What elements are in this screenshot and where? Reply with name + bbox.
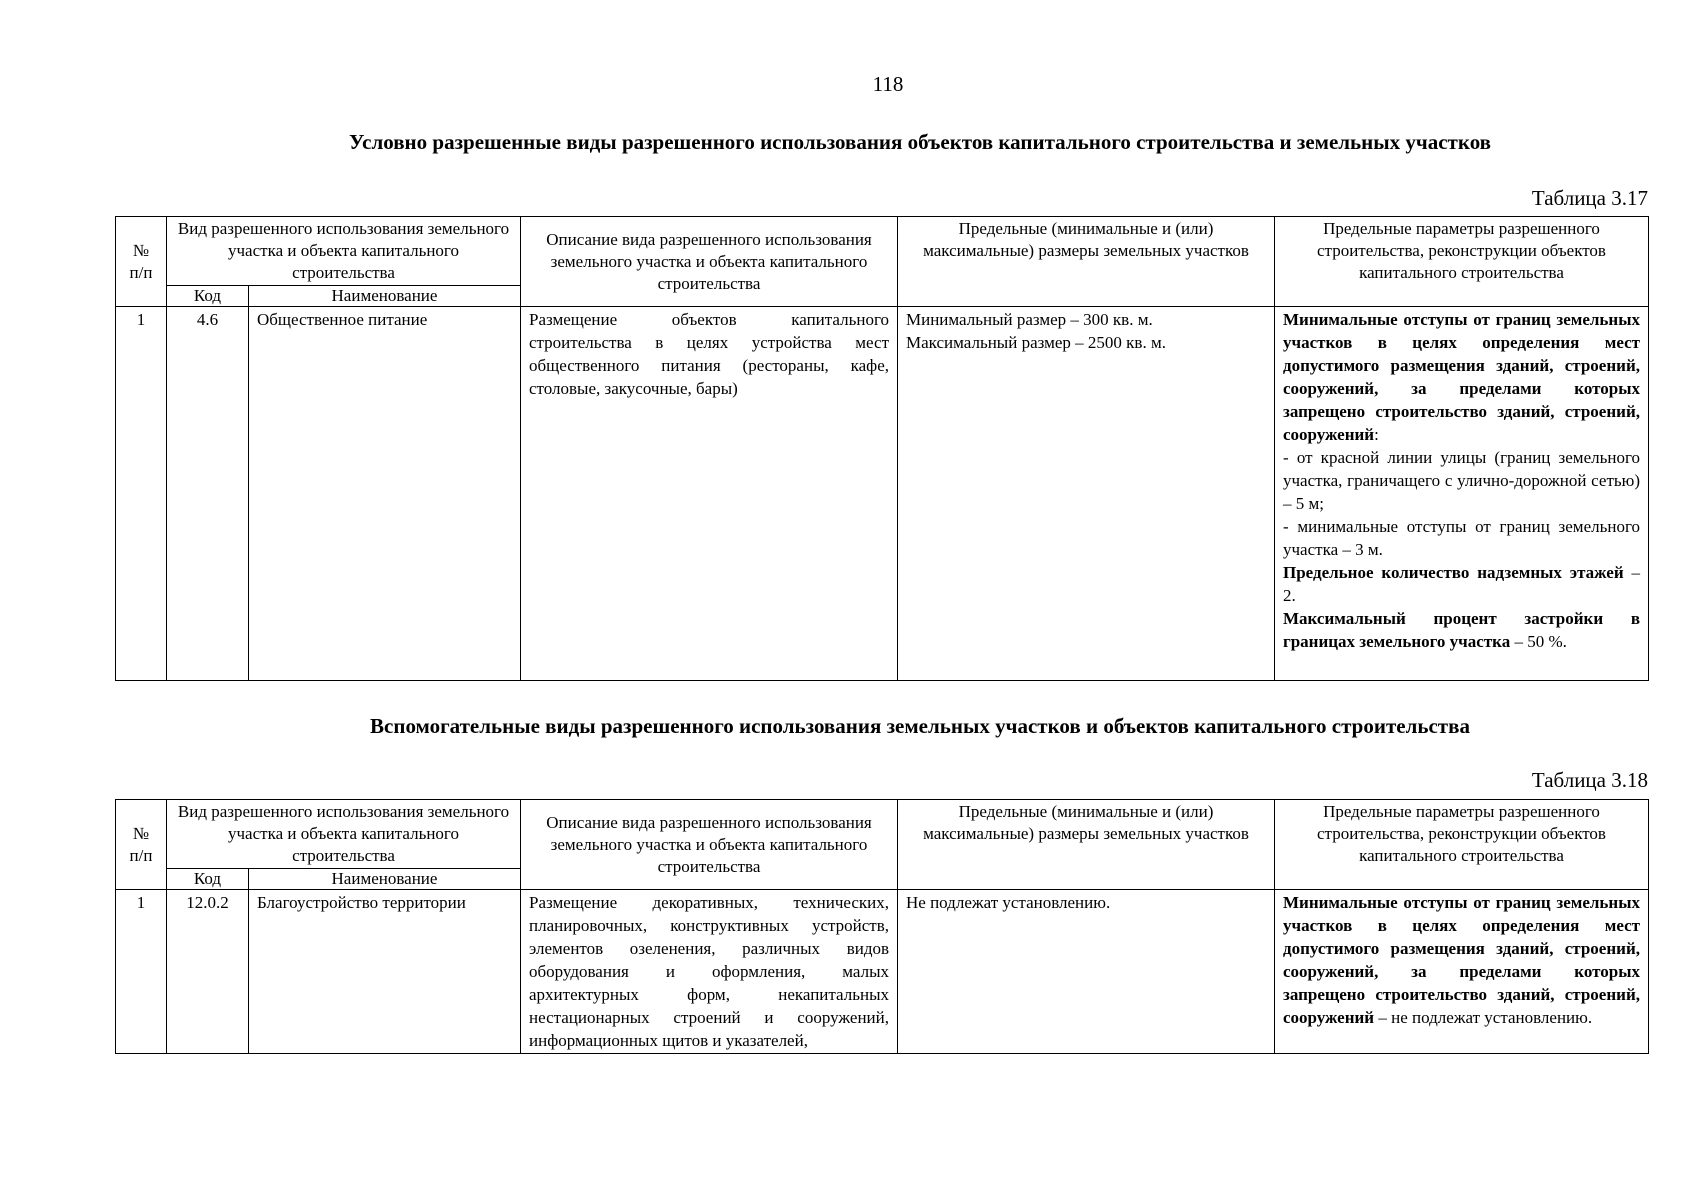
cell-description: Размещение декоративных, технических, планировочных, конструктивных устройств, элементов озеленения, различных видов оборудования и оформления, малых архитектурных форм, некапитальных нестационарных строений и сооружений, информационных щитов и указателей, (521, 890, 898, 1054)
cell-name: Общественное питание (249, 307, 521, 681)
param-bold: Максимальный процент застройки в границах земельного участка (1283, 609, 1640, 651)
table-label: Таблица 3.17 (1531, 186, 1648, 210)
header-num: № п/п (116, 217, 167, 307)
section-title: Условно разрешенные виды разрешенного использования объектов капитального строительства и земельных участков (348, 130, 1492, 154)
table-label: Таблица 3.18 (1531, 768, 1648, 792)
table-3-18 (115, 799, 1649, 1054)
param-text: – не подлежат установлению. (1374, 1008, 1593, 1027)
cell-sizes (898, 890, 1275, 1054)
cell-num: 1 (116, 890, 167, 1054)
header-name: Наименование (249, 869, 521, 890)
table-row (116, 890, 1649, 1054)
header-name: Наименование (249, 286, 521, 307)
size-line: Не подлежат установлению. (906, 893, 1111, 912)
param-paragraph (1283, 308, 1640, 446)
param-text: – 50 %. (1510, 632, 1567, 651)
header-description: Описание вида разрешенного использования земельного участка и объекта капитального строительства (521, 217, 898, 307)
header-params: Предельные параметры разрешенного строительства, реконструкции объектов капитального строительства (1275, 800, 1649, 890)
header-params: Предельные параметры разрешенного строительства, реконструкции объектов капитального строительства (1275, 217, 1649, 307)
page-number: 118 (872, 72, 904, 96)
param-bold: Минимальные отступы от границ земельных участков в целях определения мест допустимого размещения зданий, строений, сооружений, за пределами которых запрещено строительство зданий, строений, сооружений (1283, 310, 1640, 444)
header-code: Код (167, 869, 249, 890)
header-use-type: Вид разрешенного использования земельного участка и объекта капитального строительства (167, 217, 521, 286)
header-use-type: Вид разрешенного использования земельного участка и объекта капитального строительства (167, 800, 521, 869)
cell-num: 1 (116, 307, 167, 681)
param-paragraph: - минимальные отступы от границ земельного участка – 3 м. (1283, 517, 1640, 559)
header-sizes: Предельные (минимальные и (или) максимальные) размеры земельных участков (898, 800, 1275, 890)
param-paragraph: - от красной линии улицы (границ земельного участка, граничащего с улично-дорожной сетью) – 5 м; (1283, 448, 1640, 513)
table-row (116, 307, 1649, 681)
table-3-17 (115, 216, 1649, 681)
header-code: Код (167, 286, 249, 307)
cell-sizes (898, 307, 1275, 681)
param-bold: Предельное количество надземных этажей (1283, 563, 1624, 582)
cell-description: Размещение объектов капитального строительства в целях устройства мест общественного питания (рестораны, кафе, столовые, закусочные, бары) (521, 307, 898, 681)
cell-params (1275, 307, 1649, 681)
cell-code: 4.6 (167, 307, 249, 681)
param-text: : (1374, 425, 1379, 444)
param-text: – 2. (1283, 563, 1641, 605)
cell-code: 12.0.2 (167, 890, 249, 1054)
section-title: Вспомогательные виды разрешенного использования земельных участков и объектов капитального строительства (370, 714, 1470, 738)
param-paragraph (1283, 607, 1640, 653)
header-description: Описание вида разрешенного использования земельного участка и объекта капитального строительства (521, 800, 898, 890)
header-num: № п/п (116, 800, 167, 890)
size-line: Минимальный размер – 300 кв. м. (906, 310, 1153, 329)
param-paragraph (1283, 891, 1640, 1029)
size-line: Максимальный размер – 2500 кв. м. (906, 333, 1166, 352)
cell-params (1275, 890, 1649, 1054)
header-sizes: Предельные (минимальные и (или) максимальные) размеры земельных участков (898, 217, 1275, 307)
cell-name: Благоустройство территории (249, 890, 521, 1054)
param-bold: Минимальные отступы от границ земельных участков в целях определения мест допустимого размещения зданий, строений, сооружений, за пределами которых запрещено строительство зданий, строений, сооружений (1283, 893, 1640, 1027)
param-paragraph (1283, 561, 1640, 607)
